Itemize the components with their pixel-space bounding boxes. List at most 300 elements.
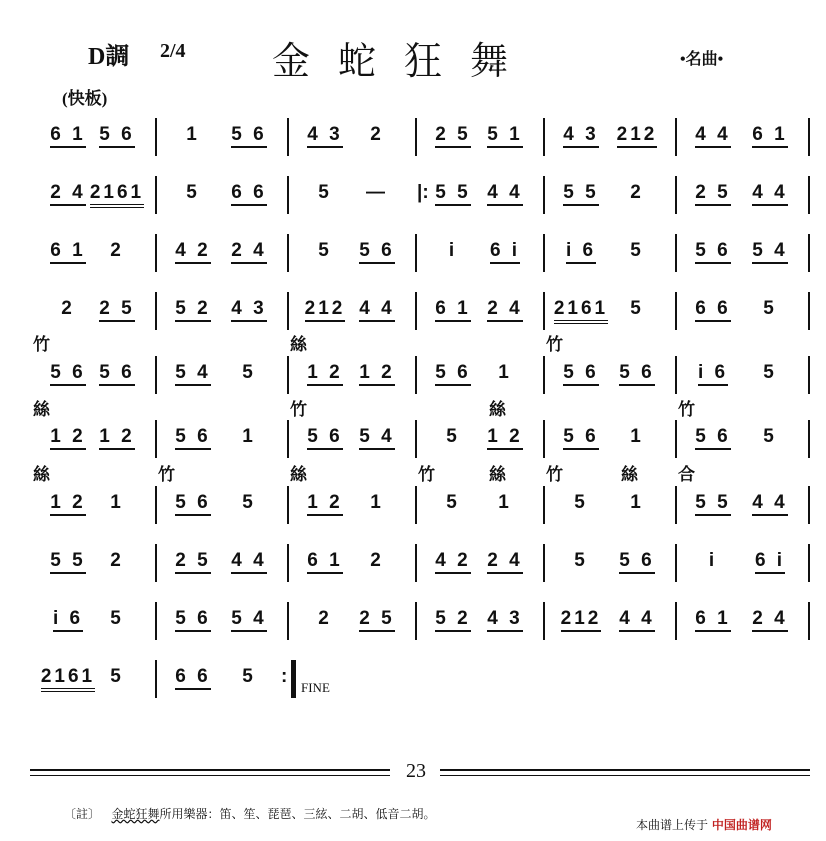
note-beat bbox=[475, 550, 535, 572]
note-beat bbox=[683, 124, 743, 146]
barline bbox=[415, 356, 417, 394]
barline bbox=[543, 420, 545, 458]
barline bbox=[675, 356, 677, 394]
beat-text: 4 3 bbox=[231, 298, 266, 322]
beat-text: 4 2 bbox=[435, 550, 470, 574]
beat-text: 4 3 bbox=[563, 124, 598, 148]
beat-text: 5 6 bbox=[307, 426, 342, 450]
beat-text: 5 bbox=[446, 492, 460, 513]
note-beat bbox=[475, 124, 535, 146]
beat-text: 1 2 bbox=[359, 362, 394, 386]
note-beat bbox=[295, 240, 355, 262]
note-beat bbox=[87, 550, 147, 572]
beat-text: 5 2 bbox=[175, 298, 210, 322]
note-beat bbox=[423, 492, 483, 514]
note-beat bbox=[551, 240, 611, 262]
beat-text: 5 bbox=[763, 362, 777, 383]
beat-text: 2161 bbox=[90, 182, 144, 208]
beat-text: 4 4 bbox=[752, 492, 787, 516]
fine-marking: FINE bbox=[301, 680, 330, 695]
score-line bbox=[0, 660, 826, 700]
beat-text: 5 5 bbox=[435, 182, 470, 206]
barline bbox=[675, 118, 677, 156]
barline bbox=[675, 292, 677, 330]
score-line bbox=[0, 292, 826, 332]
note-beat bbox=[219, 492, 279, 514]
beat-text: 5 bbox=[242, 666, 256, 687]
note-beat bbox=[87, 492, 147, 514]
instrument-cue: 合 bbox=[678, 465, 695, 485]
beat-text: 2 5 bbox=[99, 298, 134, 322]
barline bbox=[155, 544, 157, 582]
note-beat bbox=[87, 298, 147, 320]
score-line bbox=[0, 356, 826, 396]
note-beat bbox=[423, 240, 483, 262]
note-beat bbox=[423, 362, 483, 384]
beat-text: 5 bbox=[242, 492, 256, 513]
note-beat bbox=[219, 182, 279, 204]
beat-text: 5 6 bbox=[175, 426, 210, 450]
note-beat bbox=[475, 182, 535, 204]
beat-text: 1 bbox=[186, 124, 200, 145]
barline bbox=[287, 602, 289, 640]
beat-text: 5 6 bbox=[99, 362, 134, 386]
genre-label: •名曲• bbox=[680, 51, 724, 68]
beat-text: 4 4 bbox=[695, 124, 730, 148]
beat-text: 2 5 bbox=[359, 608, 394, 632]
beat-text: 2 4 bbox=[487, 298, 522, 322]
beat-text: 5 1 bbox=[487, 124, 522, 148]
instrument-cue: 絲 bbox=[290, 335, 307, 355]
source-prefix: 本曲谱上传于 bbox=[636, 818, 709, 832]
barline bbox=[675, 486, 677, 524]
beat-text: 5 4 bbox=[231, 608, 266, 632]
note-beat bbox=[295, 426, 355, 448]
note-beat bbox=[295, 608, 355, 630]
note-beat bbox=[295, 298, 355, 320]
note-beat bbox=[295, 550, 355, 572]
barline bbox=[808, 118, 810, 156]
barline bbox=[543, 486, 545, 524]
note-beat bbox=[295, 492, 355, 514]
beat-text: 1 bbox=[370, 492, 384, 513]
note-beat bbox=[347, 182, 407, 204]
beat-text: 2161 bbox=[554, 298, 608, 324]
beat-text: 5 2 bbox=[435, 608, 470, 632]
beat-text: 6 1 bbox=[50, 124, 85, 148]
barline bbox=[543, 356, 545, 394]
beat-text: 4 3 bbox=[307, 124, 342, 148]
beat-text: 4 3 bbox=[487, 608, 522, 632]
instrument-cue: 竹 bbox=[33, 335, 50, 355]
barline bbox=[155, 356, 157, 394]
note-beat bbox=[423, 608, 483, 630]
barline bbox=[808, 420, 810, 458]
note-beat bbox=[740, 426, 800, 448]
note-beat bbox=[219, 124, 279, 146]
beat-text: 2 4 bbox=[50, 182, 85, 206]
barline bbox=[155, 660, 157, 698]
note-beat bbox=[219, 240, 279, 262]
note-beat bbox=[551, 182, 611, 204]
note-beat bbox=[163, 182, 223, 204]
note-beat bbox=[347, 426, 407, 448]
barline bbox=[808, 176, 810, 214]
beat-text: 2 bbox=[370, 124, 384, 145]
beat-text: 212 bbox=[561, 608, 602, 632]
beat-text: 1 2 bbox=[50, 426, 85, 450]
beat-text: 5 bbox=[110, 666, 124, 687]
note-beat bbox=[607, 182, 667, 204]
note-beat bbox=[551, 124, 611, 146]
barline bbox=[155, 486, 157, 524]
barline bbox=[415, 420, 417, 458]
instrument-cue: 竹 bbox=[290, 400, 307, 420]
beat-text: 2 5 bbox=[175, 550, 210, 574]
barline bbox=[155, 292, 157, 330]
note-beat bbox=[551, 362, 611, 384]
score-line bbox=[0, 544, 826, 584]
instrument-cue: 絲 bbox=[489, 465, 506, 485]
barline bbox=[287, 544, 289, 582]
instrument-cue: 絲 bbox=[33, 465, 50, 485]
note-beat bbox=[295, 362, 355, 384]
note-beat bbox=[551, 550, 611, 572]
beat-text: 6 1 bbox=[50, 240, 85, 264]
barline bbox=[415, 234, 417, 272]
instrument-cue: 竹 bbox=[678, 400, 695, 420]
note-beat bbox=[607, 240, 667, 262]
note-beat bbox=[475, 240, 535, 262]
beat-text: 1 bbox=[630, 426, 644, 447]
barline bbox=[415, 544, 417, 582]
beat-text: 5 6 bbox=[435, 362, 470, 386]
note-beat bbox=[607, 298, 667, 320]
beat-text: 6 i bbox=[490, 240, 520, 264]
note-beat bbox=[219, 550, 279, 572]
beat-text: 5 6 bbox=[231, 124, 266, 148]
barline bbox=[675, 176, 677, 214]
barline bbox=[287, 356, 289, 394]
barline bbox=[415, 118, 417, 156]
barline bbox=[675, 544, 677, 582]
key-signature: D調 bbox=[88, 44, 130, 70]
note-beat bbox=[740, 240, 800, 262]
note-beat bbox=[347, 550, 407, 572]
beat-text: i 6 bbox=[698, 362, 728, 386]
beat-text: i bbox=[708, 550, 718, 571]
note-beat bbox=[607, 492, 667, 514]
beat-text: 6 1 bbox=[307, 550, 342, 574]
beat-text: 2 bbox=[61, 298, 75, 319]
note-beat bbox=[740, 608, 800, 630]
beat-text: 5 4 bbox=[752, 240, 787, 264]
note-beat bbox=[683, 608, 743, 630]
note-beat bbox=[740, 550, 800, 572]
beat-text: 5 6 bbox=[695, 426, 730, 450]
beat-text: 5 bbox=[574, 492, 588, 513]
note-beat bbox=[607, 550, 667, 572]
note-beat bbox=[347, 298, 407, 320]
barline bbox=[287, 420, 289, 458]
note-beat bbox=[423, 550, 483, 572]
beat-text: 2 bbox=[630, 182, 644, 203]
rule-left bbox=[30, 769, 390, 776]
beat-text: 1 2 bbox=[307, 362, 342, 386]
barline bbox=[808, 356, 810, 394]
tempo-marking: (快板) bbox=[62, 89, 108, 108]
barline bbox=[287, 118, 289, 156]
beat-text: 5 6 bbox=[619, 550, 654, 574]
beat-text: 5 5 bbox=[563, 182, 598, 206]
beat-text: 4 2 bbox=[175, 240, 210, 264]
beat-text: 1 bbox=[498, 362, 512, 383]
rule-right bbox=[440, 769, 810, 776]
source-site-logo[interactable]: 中国曲谱网 bbox=[711, 818, 772, 832]
note-beat bbox=[607, 608, 667, 630]
instrument-cue: 絲 bbox=[621, 465, 638, 485]
score-line bbox=[0, 486, 826, 526]
footnote-title: 金蛇狂舞 bbox=[111, 807, 160, 821]
note-beat bbox=[423, 124, 483, 146]
note-beat bbox=[347, 240, 407, 262]
beat-text: 212 bbox=[305, 298, 346, 322]
note-beat bbox=[219, 298, 279, 320]
note-beat bbox=[219, 666, 279, 688]
note-beat bbox=[475, 492, 535, 514]
barline bbox=[543, 234, 545, 272]
instrument-cue: 竹 bbox=[546, 465, 563, 485]
beat-text: — bbox=[366, 182, 388, 203]
beat-text: 4 4 bbox=[231, 550, 266, 574]
beat-text: 5 bbox=[446, 426, 460, 447]
note-beat bbox=[163, 492, 223, 514]
note-beat bbox=[163, 666, 223, 688]
note-beat bbox=[87, 182, 147, 204]
note-beat bbox=[683, 182, 743, 204]
score-line bbox=[0, 118, 826, 158]
score-line bbox=[0, 234, 826, 274]
beat-text: 4 4 bbox=[359, 298, 394, 322]
barline bbox=[155, 118, 157, 156]
note-beat bbox=[423, 426, 483, 448]
beat-text: 5 6 bbox=[99, 124, 134, 148]
beat-text: 5 6 bbox=[359, 240, 394, 264]
note-beat bbox=[347, 608, 407, 630]
note-beat bbox=[347, 362, 407, 384]
note-beat bbox=[475, 608, 535, 630]
beat-text: 5 5 bbox=[50, 550, 85, 574]
beat-text: 2 5 bbox=[435, 124, 470, 148]
beat-text: 2 4 bbox=[231, 240, 266, 264]
time-signature: 2/4 bbox=[160, 40, 186, 62]
instrument-cue: 絲 bbox=[33, 400, 50, 420]
beat-text: 5 bbox=[242, 362, 256, 383]
note-beat bbox=[163, 550, 223, 572]
beat-text: 4 4 bbox=[619, 608, 654, 632]
score-line bbox=[0, 602, 826, 642]
barline bbox=[287, 292, 289, 330]
barline bbox=[675, 420, 677, 458]
barline bbox=[675, 602, 677, 640]
note-beat bbox=[295, 182, 355, 204]
note-beat bbox=[607, 362, 667, 384]
beat-text: 4 4 bbox=[752, 182, 787, 206]
note-beat bbox=[607, 124, 667, 146]
barline bbox=[808, 544, 810, 582]
note-beat bbox=[683, 492, 743, 514]
note-beat bbox=[740, 298, 800, 320]
beat-text: i 6 bbox=[53, 608, 83, 632]
note-beat bbox=[347, 124, 407, 146]
beat-text: 6 6 bbox=[695, 298, 730, 322]
note-beat bbox=[475, 362, 535, 384]
note-beat bbox=[219, 608, 279, 630]
beat-text: 6 i bbox=[755, 550, 785, 574]
instrument-cue: 竹 bbox=[546, 335, 563, 355]
repeat-end-sign: : bbox=[281, 666, 288, 687]
beat-text: 6 1 bbox=[752, 124, 787, 148]
barline bbox=[543, 602, 545, 640]
beat-text: 5 6 bbox=[175, 492, 210, 516]
beat-text: 2 bbox=[318, 608, 332, 629]
beat-text: 1 bbox=[110, 492, 124, 513]
beat-text: 2 bbox=[110, 240, 124, 261]
note-beat bbox=[347, 492, 407, 514]
beat-text: 6 1 bbox=[695, 608, 730, 632]
beat-text: 2 4 bbox=[752, 608, 787, 632]
note-beat bbox=[87, 240, 147, 262]
note-beat bbox=[683, 426, 743, 448]
note-beat bbox=[423, 182, 483, 204]
note-beat bbox=[740, 362, 800, 384]
beat-text: 6 6 bbox=[231, 182, 266, 206]
instrument-cue: 絲 bbox=[290, 465, 307, 485]
note-beat bbox=[551, 608, 611, 630]
barline bbox=[543, 118, 545, 156]
beat-text: 5 6 bbox=[695, 240, 730, 264]
barline bbox=[287, 234, 289, 272]
beat-text: 1 bbox=[498, 492, 512, 513]
instrument-cue: 絲 bbox=[489, 400, 506, 420]
note-beat bbox=[423, 298, 483, 320]
note-beat bbox=[295, 124, 355, 146]
beat-text: 5 6 bbox=[175, 608, 210, 632]
beat-text: 5 6 bbox=[563, 362, 598, 386]
barline bbox=[155, 234, 157, 272]
note-beat bbox=[683, 240, 743, 262]
beat-text: 5 6 bbox=[619, 362, 654, 386]
barline bbox=[675, 234, 677, 272]
beat-text: 1 bbox=[630, 492, 644, 513]
barline bbox=[808, 486, 810, 524]
beat-text: 2 bbox=[110, 550, 124, 571]
beat-text: 5 4 bbox=[359, 426, 394, 450]
note-beat bbox=[740, 124, 800, 146]
note-beat bbox=[87, 426, 147, 448]
note-beat bbox=[683, 298, 743, 320]
page-number: 23 bbox=[400, 760, 432, 783]
beat-text: 2161 bbox=[41, 666, 95, 692]
note-beat bbox=[87, 124, 147, 146]
barline bbox=[155, 602, 157, 640]
beat-text: 5 bbox=[630, 298, 644, 319]
source-credit bbox=[636, 816, 772, 833]
beat-text: 5 4 bbox=[175, 362, 210, 386]
barline bbox=[808, 602, 810, 640]
note-beat bbox=[219, 426, 279, 448]
beat-text: 5 bbox=[318, 240, 332, 261]
barline bbox=[543, 176, 545, 214]
note-beat bbox=[163, 298, 223, 320]
barline bbox=[287, 176, 289, 214]
footnote bbox=[64, 805, 436, 822]
beat-text: 5 5 bbox=[695, 492, 730, 516]
beat-text: 1 2 bbox=[307, 492, 342, 516]
footnote-label: 〔註〕 bbox=[64, 807, 101, 821]
beat-text: 6 1 bbox=[435, 298, 470, 322]
note-beat bbox=[87, 666, 147, 688]
beat-text: 2 bbox=[370, 550, 384, 571]
footnote-text: 所用樂器：笛、笙、琵琶、三絃、二胡、低音二胡。 bbox=[159, 807, 436, 821]
beat-text: 1 bbox=[242, 426, 256, 447]
barline bbox=[415, 602, 417, 640]
beat-text: 212 bbox=[617, 124, 658, 148]
note-beat bbox=[475, 298, 535, 320]
beat-text: 2 5 bbox=[695, 182, 730, 206]
note-beat bbox=[163, 240, 223, 262]
note-beat bbox=[551, 298, 611, 320]
beat-text: 5 6 bbox=[50, 362, 85, 386]
barline bbox=[287, 486, 289, 524]
note-beat bbox=[87, 362, 147, 384]
barline bbox=[808, 292, 810, 330]
beat-text: 1 2 bbox=[50, 492, 85, 516]
barline bbox=[155, 176, 157, 214]
note-beat bbox=[683, 362, 743, 384]
note-beat bbox=[475, 426, 535, 448]
note-beat bbox=[551, 426, 611, 448]
beat-text: 5 bbox=[630, 240, 644, 261]
barline bbox=[415, 292, 417, 330]
beat-text: 2 4 bbox=[487, 550, 522, 574]
beat-text: 5 bbox=[574, 550, 588, 571]
beat-text: 5 bbox=[763, 298, 777, 319]
score-line bbox=[0, 176, 826, 216]
note-beat bbox=[607, 426, 667, 448]
barline bbox=[543, 292, 545, 330]
beat-text: 6 6 bbox=[175, 666, 210, 690]
note-beat bbox=[163, 362, 223, 384]
final-barline bbox=[291, 660, 296, 698]
beat-text: 5 bbox=[186, 182, 200, 203]
barline bbox=[543, 544, 545, 582]
beat-text: 5 bbox=[318, 182, 332, 203]
score-line bbox=[0, 420, 826, 460]
beat-text: i 6 bbox=[566, 240, 596, 264]
beat-text: 4 4 bbox=[487, 182, 522, 206]
note-beat bbox=[219, 362, 279, 384]
beat-text: 1 2 bbox=[99, 426, 134, 450]
instrument-cue: 竹 bbox=[418, 465, 435, 485]
note-beat bbox=[740, 492, 800, 514]
barline bbox=[155, 420, 157, 458]
repeat-start-sign: |: bbox=[417, 182, 429, 203]
beat-text: i bbox=[448, 240, 458, 261]
note-beat bbox=[163, 608, 223, 630]
note-beat bbox=[683, 550, 743, 572]
note-beat bbox=[740, 182, 800, 204]
